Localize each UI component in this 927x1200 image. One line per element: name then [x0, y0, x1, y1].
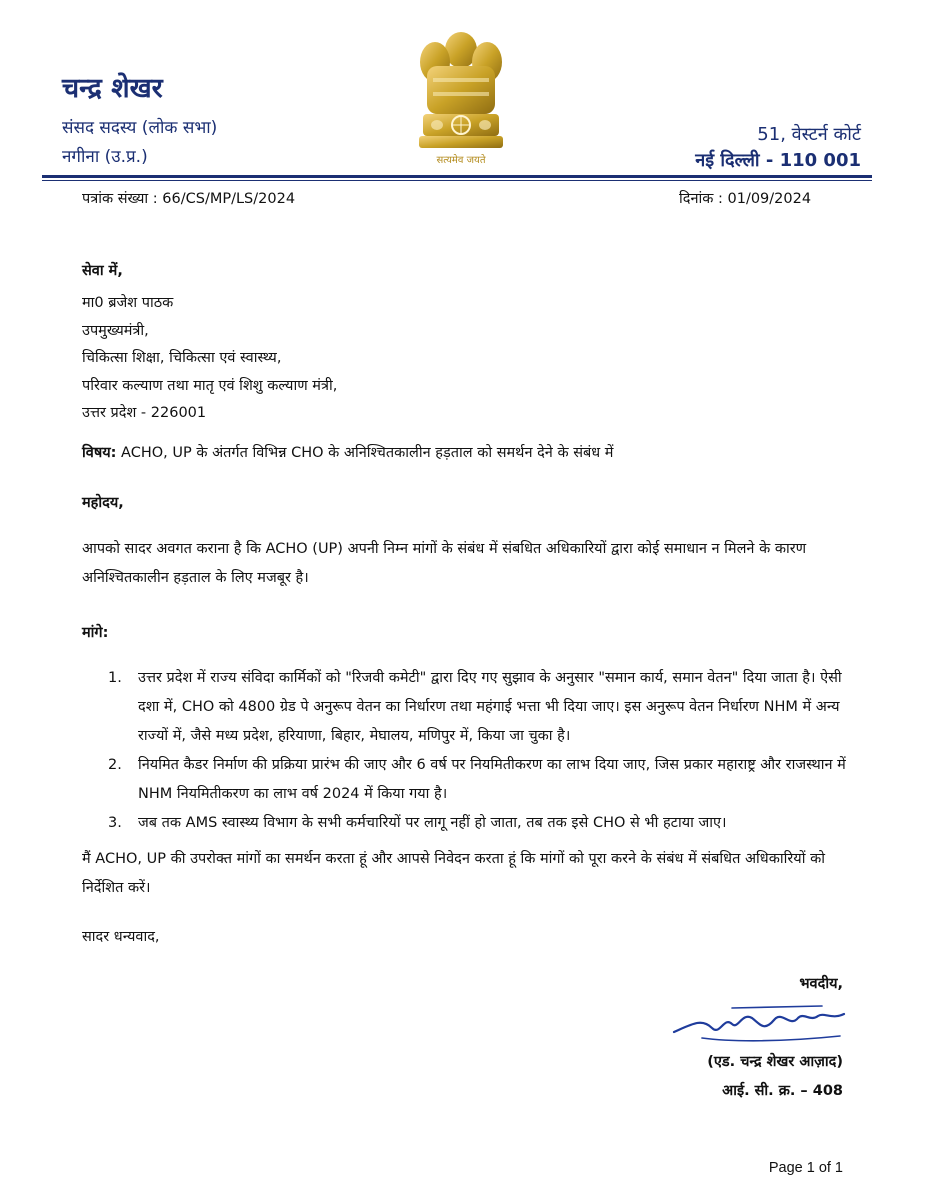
reference-number: पत्रांक संख्या : 66/CS/MP/LS/2024 — [82, 191, 296, 207]
demand-item — [82, 809, 857, 838]
recipient-line: उपमुख्यमंत्री, — [82, 322, 149, 339]
closing-paragraph: मैं ACHO, UP की उपरोक्त मांगों का समर्थन करता हूं और आपसे निवेदन करता हूं कि मांगों को पूरा करने के संबंध में संबधित अधिकारियों को निर्देशित करें। — [82, 851, 825, 896]
demand-item — [82, 664, 857, 751]
letterhead-address-line1: 51, वेस्टर्न कोर्ट — [757, 124, 861, 145]
demands-heading: मांगे: — [82, 625, 109, 641]
letterhead-divider — [42, 175, 872, 178]
letterhead-divider-thin — [42, 180, 872, 181]
signatory-id: आई. सी. क्र. – 408 — [722, 1083, 843, 1099]
signature — [672, 998, 852, 1046]
letterhead-name: चन्द्र शेखर — [62, 73, 163, 104]
demand-item — [82, 751, 857, 809]
closing-word: भवदीय, — [799, 976, 843, 992]
subject-line — [82, 442, 862, 462]
signatory-name: (एड. चन्द्र शेखर आज़ाद) — [707, 1054, 843, 1070]
thanks: सादर धन्यवाद, — [82, 929, 160, 945]
lion-capital-icon — [405, 22, 517, 172]
demand-number: 2. — [108, 757, 122, 773]
recipient-block — [82, 290, 337, 428]
salutation: सेवा में, — [82, 263, 123, 279]
intro-paragraph: आपको सादर अवगत कराना है कि ACHO (UP) अपनी निम्न मांगों के संबंध में संबधित अधिकारियों द्वारा कोई समाधान न मिलने के कारण अनिश्चितकालीन हड़ताल के लिए मजबूर है। — [82, 541, 807, 586]
subject-label: विषय: — [82, 445, 117, 461]
demand-text: उत्तर प्रदेश में राज्य संविदा कार्मिकों को "रिजवी कमेटी" द्वारा दिए गए सुझाव के अनुसार "समान कार्य, समान वेतन" दिया जाता है। ऐसी दशा में, CHO को 4800 ग्रेड पे अनुरूप वेतन का निर्धारण तथा महंगाई भत्ता भी दिया जाए। इस अनुरूप वेतन निर्धारण NHM में अन्य राज्यों में, जैसे मध्य प्रदेश, हरियाणा, बिहार, मेघालय, मणिपुर में, किया जा चुका है। — [138, 670, 842, 744]
letterhead-designation: संसद सदस्य (लोक सभा) — [62, 118, 218, 138]
subject-text: ACHO, UP के अंतर्गत विभिन्न CHO के अनिश्चितकालीन हड़ताल को समर्थन देने के संबंध में — [121, 445, 614, 461]
demand-number: 1. — [108, 670, 122, 686]
greeting: महोदय, — [82, 495, 124, 511]
letterhead-address-line2: नई दिल्ली - 110 001 — [695, 150, 861, 171]
demands-list — [82, 664, 857, 838]
recipient-line: चिकित्सा शिक्षा, चिकित्सा एवं स्वास्थ्य, — [82, 350, 282, 366]
demand-number: 3. — [108, 815, 122, 831]
signature-scribble — [672, 998, 852, 1046]
national-emblem — [405, 22, 517, 172]
recipient-line: उत्तर प्रदेश - 226001 — [82, 405, 207, 421]
demand-text: नियमित कैडर निर्माण की प्रक्रिया प्रारंभ की जाए और 6 वर्ष पर नियमितीकरण का लाभ दिया जाए, जिस प्रकार महाराष्ट्र और राजस्थान में NHM नियमितीकरण का लाभ वर्ष 2024 में किया गया है। — [138, 757, 846, 802]
letter-date: दिनांक : 01/09/2024 — [679, 191, 812, 207]
recipient-line: मा0 ब्रजेश पाठक — [82, 295, 174, 311]
emblem-motto: सत्यमेव जयते — [436, 155, 486, 166]
page-number: Page 1 of 1 — [768, 1160, 843, 1176]
recipient-line: परिवार कल्याण तथा मातृ एवं शिशु कल्याण मंत्री, — [82, 377, 338, 394]
demand-text: जब तक AMS स्वास्थ्य विभाग के सभी कर्मचारियों पर लागू नहीं हो जाता, तब तक इसे CHO से भी हटाया जाए। — [138, 815, 727, 831]
letterhead-constituency: नगीना (उ.प्र.) — [62, 147, 148, 167]
